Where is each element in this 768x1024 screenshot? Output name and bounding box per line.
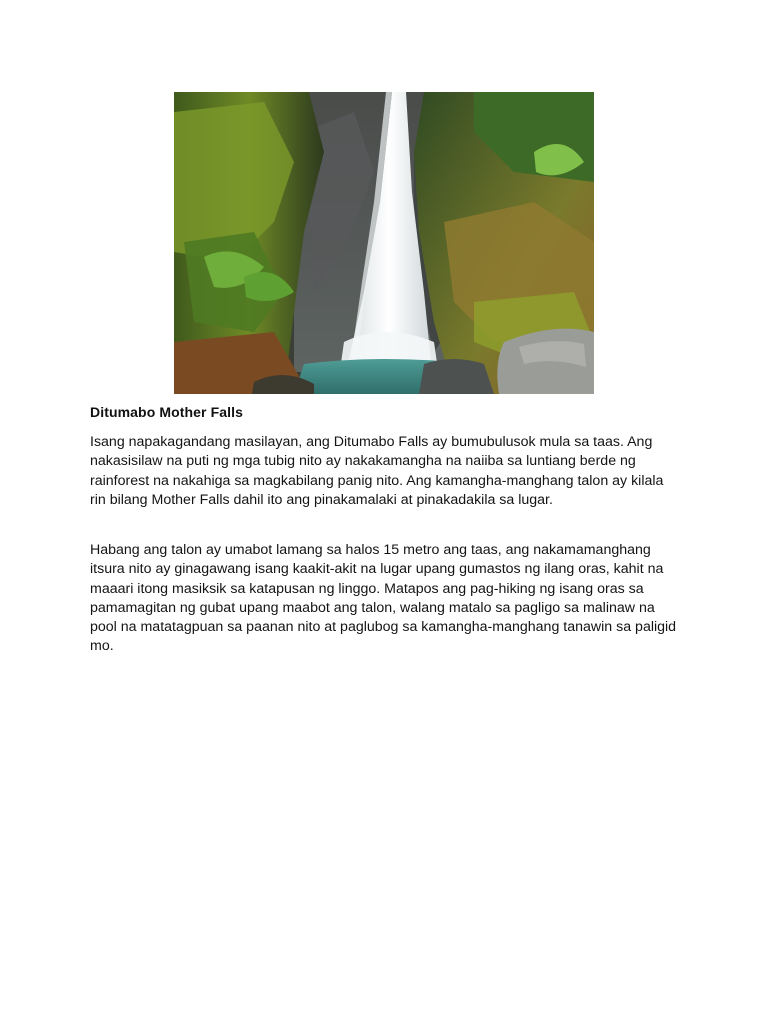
document-title: Ditumabo Mother Falls	[90, 404, 243, 420]
paragraph-2: Habang ang talon ay umabot lamang sa halos 15 metro ang taas, ang nakamamanghang itsura nito ay ginagawang isang kaakit-akit na lugar upang gumastos ng ilang oras, kahit na maaari itong masiksik sa katapusan ng linggo. Matapos ang pag-hiking ng isang oras sa pamamagitan ng gubat upang maabot ang talon, walang matalo sa pagligo sa malinaw na pool na matatagpuan sa paanan nito at paglubog sa kamangha-manghang tanawin sa paligid mo.	[90, 542, 677, 655]
waterfall-photo	[174, 92, 594, 394]
paragraph-1: Isang napakagandang masilayan, ang Ditumabo Falls ay bumubulusok mula sa taas. Ang nakasisilaw na puti ng mga tubig nito ay nakakamangha na naiiba sa luntiang berde ng rainforest na nakahiga sa magkabilang panig nito. Ang kamangha-manghang talon ay kilala rin bilang Mother Falls dahil ito ang pinakamalaki at pinakadakila sa lugar.	[90, 434, 664, 508]
